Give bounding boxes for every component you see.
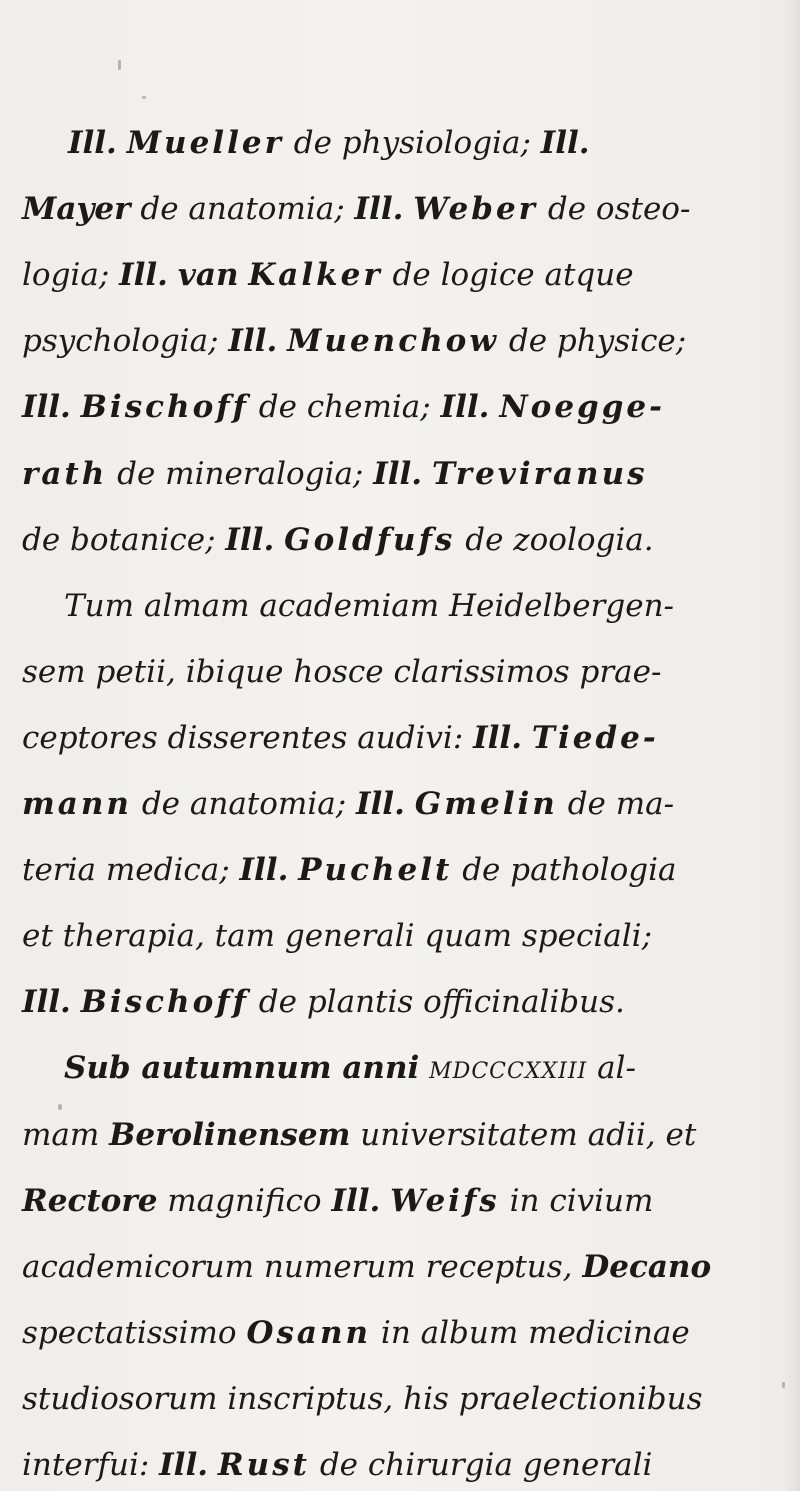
professor-name: Mayer [22,191,131,227]
text-line [22,1183,654,1219]
sentence-text: ceptores disserentes audivi: [22,720,464,756]
year-numeral: mdcccxxiii [429,1050,588,1086]
text-line [22,522,654,558]
professor-name: Muenchow [287,323,500,359]
place-name: Berolinensem [109,1117,351,1153]
text-line [22,852,677,888]
sentence-text: et therapia, tam generali quam speciali; [22,918,653,954]
professor-name: rath [22,456,108,492]
professor-name: Noegge- [499,389,665,425]
professor-name: Gmelin [414,786,558,822]
subject: psychologia; [22,323,219,359]
text-line [22,323,687,359]
title-abbrev: Ill. [159,1447,209,1483]
sentence-text: magnifico [167,1183,322,1219]
sentence-text: academicorum numerum receptus, [22,1249,573,1285]
title-abbrev: Ill. [440,389,490,425]
text-line [22,1249,712,1285]
text-line [22,456,648,492]
text-line [22,654,662,690]
text-line [22,191,691,227]
subject: de physiologia; [293,125,531,161]
sentence-text: in civium [509,1183,654,1219]
professor-name: Bischoff [80,984,249,1020]
title-abbrev: Ill. [331,1183,381,1219]
subject: de physice; [508,323,687,359]
subject: teria medica; [22,852,230,888]
sentence-text: interfui: [22,1447,150,1483]
sentence-text: spectatissimo [22,1315,237,1351]
subject: de pathologia [462,852,677,888]
professor-name: Weber [413,191,539,227]
professor-name: Goldfufs [284,522,456,558]
office-title: Rectore [22,1183,158,1219]
text-line [22,1117,697,1153]
sentence-text: universitatem adii, et [360,1117,697,1153]
subject: de ma- [567,786,675,822]
text-line [22,786,675,822]
text-line [22,1315,690,1351]
text-line [22,720,659,756]
sentence-text: Tum almam academiam Heidelbergen- [64,588,675,624]
subject: de botanice; [22,522,216,558]
subject: de logice atque [392,257,634,293]
professor-name: Kalker [248,257,383,293]
title-abbrev: Ill. [356,786,405,822]
professor-name: Osann [246,1315,372,1351]
subject: de mineralogia; [117,456,364,492]
title-abbrev: Ill. [373,456,423,492]
sentence-text: de chirurgia generali [319,1447,653,1483]
title-abbrev: Ill. [540,125,590,161]
text-line [22,257,634,293]
title-abbrev: Ill. [473,720,523,756]
text-line [64,1050,636,1086]
professor-name: Rust [217,1447,310,1483]
sentence-text: studiosorum inscriptus, his praelectionibus [22,1381,703,1417]
text-line [22,1447,653,1483]
sentence-text: Sub autumnum anni [64,1050,420,1086]
professor-name: Tiede- [531,720,659,756]
text-line [64,588,675,624]
subject: de plantis officinalibus. [258,984,625,1020]
subject: de osteo- [547,191,691,227]
subject: de chemia; [258,389,431,425]
title-abbrev: Ill. [239,852,289,888]
professor-name: van [177,257,239,293]
title-abbrev: Ill. [22,984,71,1020]
title-abbrev: Ill. [354,191,404,227]
sentence-text: sem petii, ibique hosce clarissimos prae- [22,654,662,690]
subject: de anatomia; [140,191,345,227]
office-title: Decano [582,1249,712,1285]
professor-name: Weifs [390,1183,500,1219]
text-line [22,389,665,425]
professor-name: Puchelt [298,852,453,888]
subject: de anatomia; [141,786,347,822]
sentence-text: al- [597,1050,636,1086]
text-line [22,918,653,954]
subject: logia; [22,257,110,293]
professor-name: Bischoff [80,389,249,425]
title-abbrev: Ill. [225,522,275,558]
professor-name: mann [22,786,132,822]
subject: de zoologia. [465,522,654,558]
text-line [68,125,590,161]
text-line [22,1381,703,1417]
title-abbrev: Ill. [22,389,71,425]
title-abbrev: Ill. [68,125,117,161]
professor-name: Treviranus [431,456,648,492]
professor-name: Mueller [126,125,284,161]
text-line [22,984,625,1020]
title-abbrev: Ill. [119,257,168,293]
title-abbrev: Ill. [228,323,278,359]
sentence-text: in album medicinae [380,1315,690,1351]
sentence-text: mam [22,1117,100,1153]
